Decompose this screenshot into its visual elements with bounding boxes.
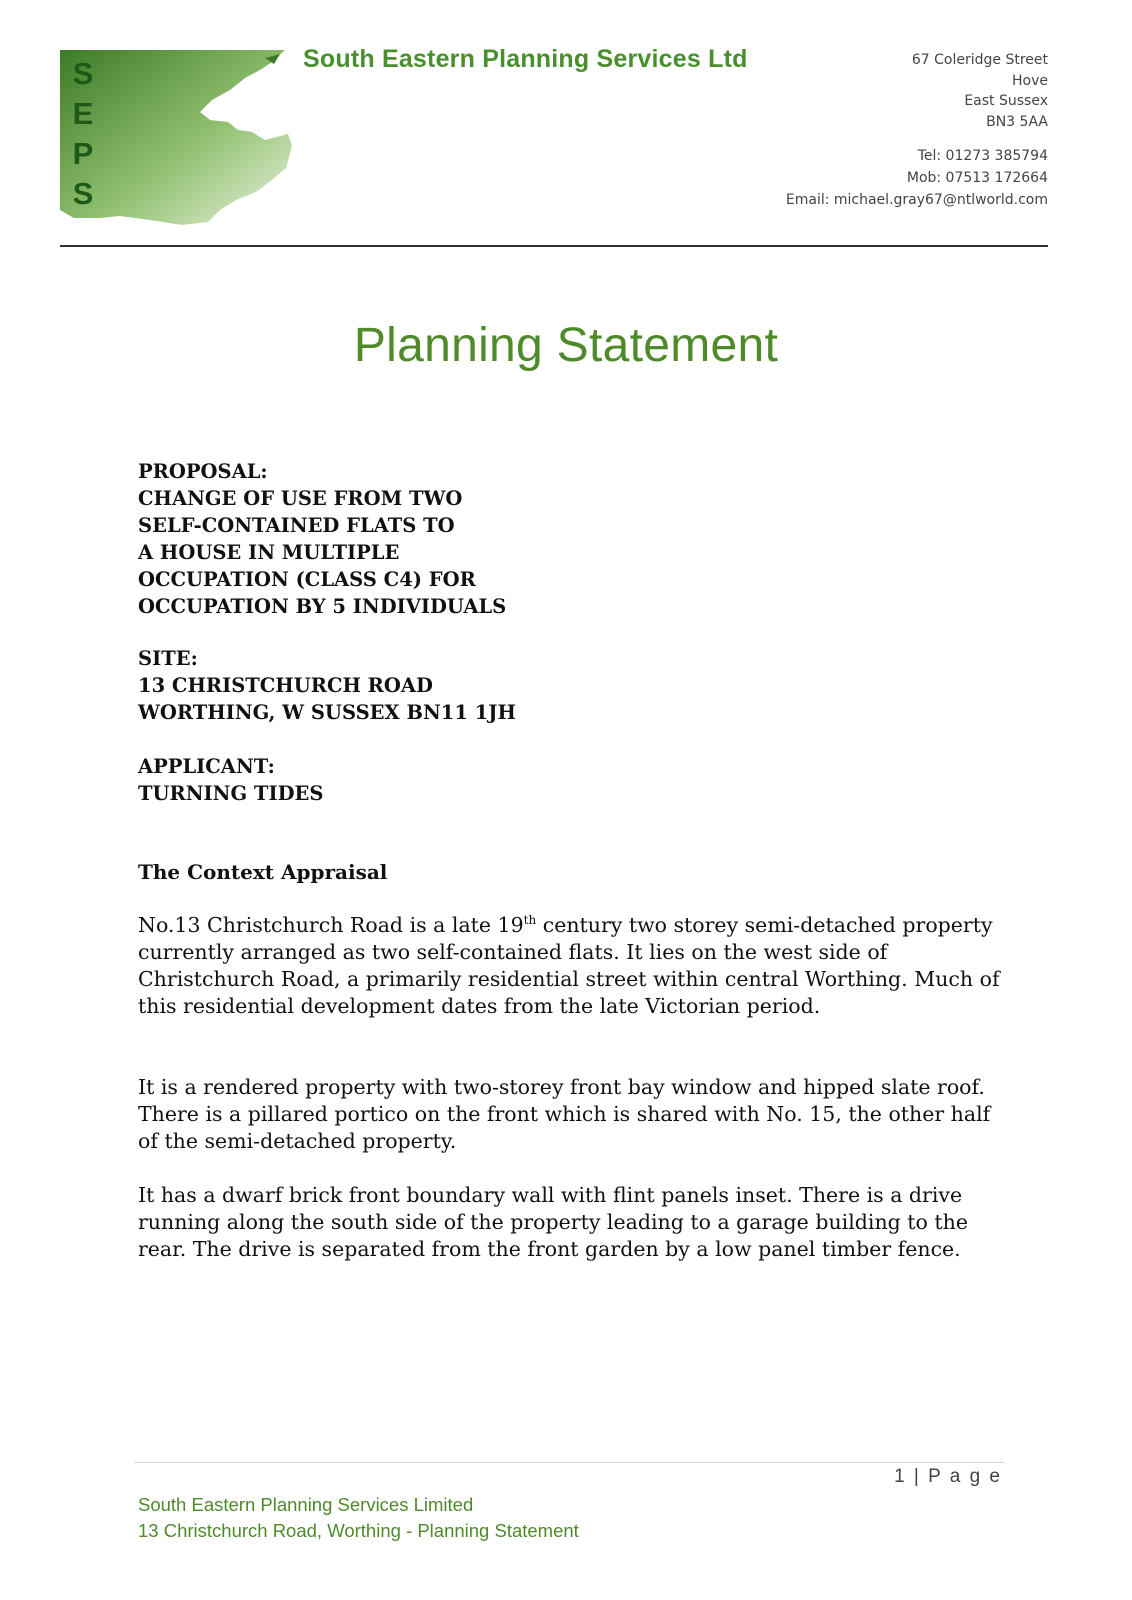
proposal-label: PROPOSAL:	[138, 460, 268, 483]
header-divider	[60, 245, 1048, 247]
paragraph-1-start: No.13 Christchurch Road is a late 19	[138, 913, 524, 937]
site-label: SITE:	[138, 647, 198, 670]
mobile: Mob: 07513 172664	[906, 170, 1048, 186]
logo-letter-e: E	[72, 96, 94, 131]
email-link[interactable]: Email: michael.gray67@ntlworld.com	[785, 192, 1048, 208]
applicant-block	[138, 753, 323, 807]
address-line: 67 Coleridge Street	[911, 52, 1048, 68]
company-name: South Eastern Planning Services Ltd	[303, 45, 748, 73]
proposal-block	[138, 458, 506, 620]
footer-company: South Eastern Planning Services Limited	[138, 1494, 474, 1515]
footer-divider	[134, 1462, 1004, 1463]
section-heading: The Context Appraisal	[138, 860, 388, 884]
company-logo	[60, 50, 300, 235]
applicant-line: TURNING TIDES	[138, 782, 324, 805]
ordinal-suffix: th	[523, 913, 537, 928]
company-contact	[786, 145, 1048, 211]
address-line: Hove	[1012, 72, 1048, 89]
address-line: BN3 5AA	[986, 113, 1048, 130]
proposal-line: CHANGE OF USE FROM TWO	[138, 487, 463, 510]
logo-letter-s2: S	[72, 176, 94, 211]
page-number: 1 | P a g e	[894, 1466, 1002, 1487]
paragraph-3: It has a dwarf brick front boundary wall with flint panels inset. There is a drive running along the south side of the property leading to a garage building to the rear. The drive is separated from the front garden by a low panel timber fence.	[138, 1183, 968, 1261]
paragraph-2: It is a rendered property with two-storey front bay window and hipped slate roof. There is a pillared portico on the front which is shared with No. 15, the other half of the semi-detached property.	[138, 1075, 991, 1153]
address-line: East Sussex	[964, 93, 1048, 109]
proposal-line: SELF-CONTAINED FLATS TO	[138, 514, 455, 537]
proposal-line: OCCUPATION BY 5 INDIVIDUALS	[138, 595, 507, 618]
footer-text	[138, 1492, 579, 1544]
proposal-line: OCCUPATION (CLASS C4) FOR	[138, 568, 476, 591]
proposal-line: A HOUSE IN MULTIPLE	[138, 541, 400, 564]
paragraph-1-rest: century two storey semi-detached property currently arranged as two self-contained flats. It lies on the west side of Christchurch Road, a primarily residential street within central Worthing. Much of this residential development dates from the late Victorian period.	[138, 913, 1000, 1018]
site-block	[138, 645, 516, 726]
logo-letter-s: S	[72, 56, 94, 91]
footer-document: 13 Christchurch Road, Worthing - Planning Statement	[138, 1520, 579, 1541]
site-line: WORTHING, W SUSSEX BN11 1JH	[138, 701, 516, 724]
paragraph-1	[138, 912, 1008, 1020]
telephone: Tel: 01273 385794	[917, 148, 1048, 164]
site-line: 13 CHRISTCHURCH ROAD	[138, 674, 433, 697]
logo-letter-p: P	[72, 136, 94, 171]
document-title: Planning Statement	[353, 319, 779, 372]
applicant-label: APPLICANT:	[138, 755, 275, 778]
company-address	[912, 50, 1048, 132]
